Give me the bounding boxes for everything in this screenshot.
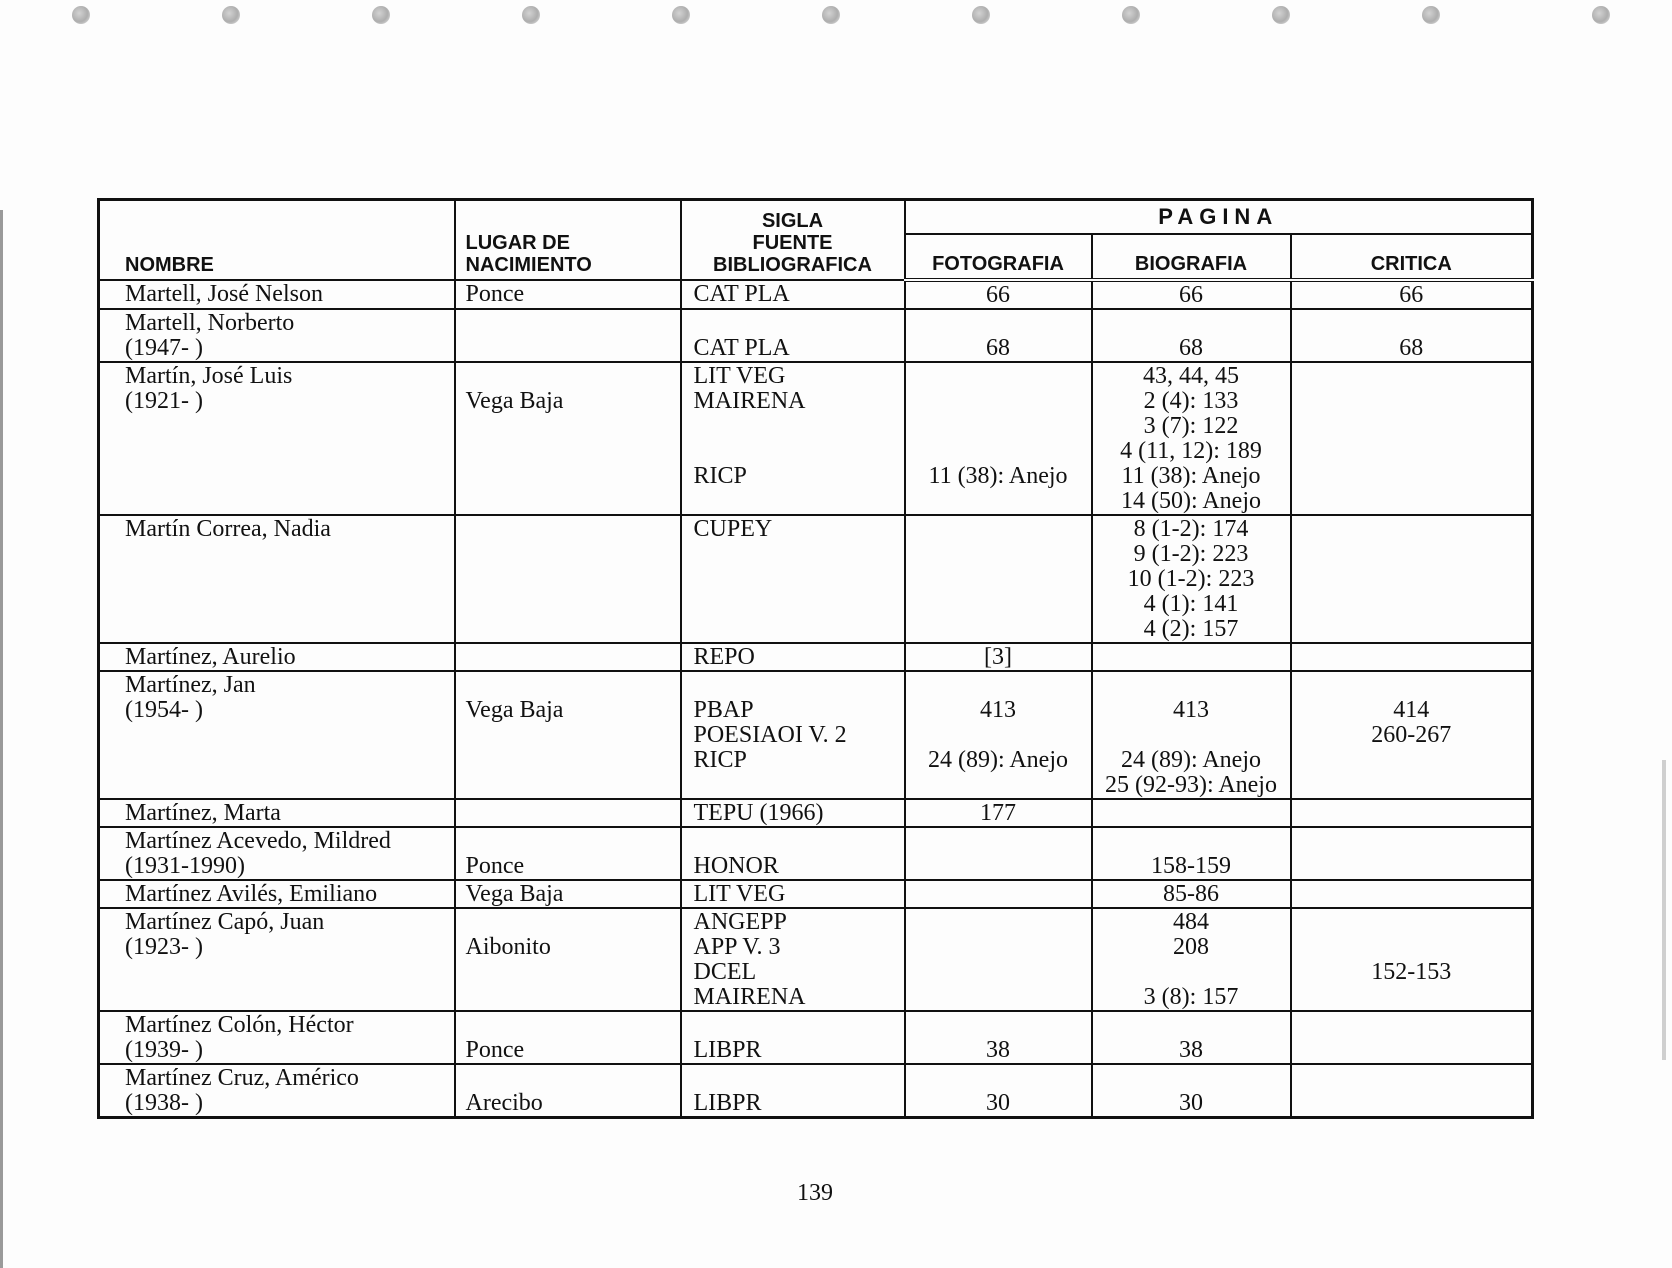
cell-critica <box>1291 362 1533 515</box>
binder-hole <box>72 6 90 24</box>
binder-hole <box>1422 6 1440 24</box>
cell-nombre: Martín Correa, Nadia <box>99 515 455 643</box>
cell-fotografia <box>905 515 1092 643</box>
cell-biografia: 43, 44, 45 2 (4): 133 3 (7): 122 4 (11, 12): 189 11 (38): Anejo 14 (50): Anejo <box>1092 362 1291 515</box>
table-row <box>99 515 1533 643</box>
cell-fotografia <box>905 880 1092 908</box>
cell-biografia: 30 <box>1092 1064 1291 1118</box>
cell-sigla: LIT VEG MAIRENA RICP <box>681 362 905 515</box>
page-edge <box>0 210 3 1268</box>
cell-lugar: Ponce <box>455 280 681 309</box>
cell-critica: 66 <box>1291 280 1533 309</box>
cell-lugar: Ponce <box>455 1011 681 1064</box>
table-row <box>99 362 1533 515</box>
cell-nombre: Martínez, Jan (1954- ) <box>99 671 455 799</box>
cell-lugar: Vega Baja <box>455 671 681 799</box>
header-nombre: NOMBRE <box>99 200 455 280</box>
cell-biografia <box>1092 799 1291 827</box>
table-row <box>99 908 1533 1011</box>
header-pagina: PAGINA <box>905 200 1533 234</box>
cell-critica: 68 <box>1291 309 1533 362</box>
cell-lugar <box>455 309 681 362</box>
cell-sigla: PBAP POESIAOI V. 2 RICP <box>681 671 905 799</box>
cell-critica: 152-153 <box>1291 908 1533 1011</box>
cell-biografia: 38 <box>1092 1011 1291 1064</box>
cell-nombre: Martínez, Aurelio <box>99 643 455 671</box>
cell-critica <box>1291 643 1533 671</box>
cell-critica <box>1291 827 1533 880</box>
cell-biografia: 8 (1-2): 174 9 (1-2): 223 10 (1-2): 223 4 (1): 141 4 (2): 157 <box>1092 515 1291 643</box>
cell-lugar <box>455 515 681 643</box>
cell-fotografia: 30 <box>905 1064 1092 1118</box>
header-fotografia: FOTOGRAFIA <box>905 234 1092 280</box>
cell-lugar: Vega Baja <box>455 362 681 515</box>
cell-critica <box>1291 799 1533 827</box>
cell-sigla: LIT VEG <box>681 880 905 908</box>
cell-fotografia <box>905 908 1092 1011</box>
table-row <box>99 671 1533 799</box>
binder-hole <box>972 6 990 24</box>
cell-fotografia: 413 24 (89): Anejo <box>905 671 1092 799</box>
binder-hole <box>372 6 390 24</box>
cell-sigla: LIBPR <box>681 1011 905 1064</box>
cell-biografia: 68 <box>1092 309 1291 362</box>
binder-hole <box>1272 6 1290 24</box>
cell-fotografia: [3] <box>905 643 1092 671</box>
cell-fotografia: 177 <box>905 799 1092 827</box>
binder-holes <box>0 0 1672 40</box>
bibliography-table <box>97 198 1534 1119</box>
table-row <box>99 643 1533 671</box>
cell-sigla: CAT PLA <box>681 309 905 362</box>
cell-fotografia <box>905 827 1092 880</box>
table-row <box>99 309 1533 362</box>
table-row <box>99 880 1533 908</box>
cell-lugar <box>455 799 681 827</box>
binder-hole <box>1592 6 1610 24</box>
cell-sigla: CUPEY <box>681 515 905 643</box>
binder-hole <box>222 6 240 24</box>
cell-nombre: Martínez Avilés, Emiliano <box>99 880 455 908</box>
cell-nombre: Martínez Cruz, Américo (1938- ) <box>99 1064 455 1118</box>
table-row <box>99 1064 1533 1118</box>
cell-critica <box>1291 515 1533 643</box>
cell-nombre: Martín, José Luis (1921- ) <box>99 362 455 515</box>
cell-sigla: CAT PLA <box>681 280 905 309</box>
header-critica: CRITICA <box>1291 234 1533 280</box>
cell-fotografia: 66 <box>905 280 1092 309</box>
table-row <box>99 1011 1533 1064</box>
cell-biografia <box>1092 643 1291 671</box>
cell-sigla: TEPU (1966) <box>681 799 905 827</box>
cell-nombre: Martell, Norberto (1947- ) <box>99 309 455 362</box>
table-row <box>99 799 1533 827</box>
header-sigla: SIGLA FUENTE BIBLIOGRAFICA <box>681 200 905 280</box>
cell-lugar: Ponce <box>455 827 681 880</box>
cell-lugar: Arecibo <box>455 1064 681 1118</box>
table-row <box>99 280 1533 309</box>
cell-nombre: Martínez Capó, Juan (1923- ) <box>99 908 455 1011</box>
cell-critica <box>1291 1011 1533 1064</box>
cell-biografia: 484 208 3 (8): 157 <box>1092 908 1291 1011</box>
cell-nombre: Martínez Acevedo, Mildred (1931-1990) <box>99 827 455 880</box>
table-row <box>99 827 1533 880</box>
cell-biografia: 85-86 <box>1092 880 1291 908</box>
cell-nombre: Martínez, Marta <box>99 799 455 827</box>
cell-lugar: Vega Baja <box>455 880 681 908</box>
page-number: 139 <box>797 1180 833 1206</box>
cell-nombre: Martell, José Nelson <box>99 280 455 309</box>
cell-biografia: 413 24 (89): Anejo 25 (92-93): Anejo <box>1092 671 1291 799</box>
cell-critica <box>1291 1064 1533 1118</box>
binder-hole <box>672 6 690 24</box>
cell-biografia: 158-159 <box>1092 827 1291 880</box>
header-biografia: BIOGRAFIA <box>1092 234 1291 280</box>
cell-critica: 414 260-267 <box>1291 671 1533 799</box>
cell-biografia: 66 <box>1092 280 1291 309</box>
cell-sigla: LIBPR <box>681 1064 905 1118</box>
cell-sigla: REPO <box>681 643 905 671</box>
cell-sigla: ANGEPP APP V. 3 DCEL MAIRENA <box>681 908 905 1011</box>
cell-nombre: Martínez Colón, Héctor (1939- ) <box>99 1011 455 1064</box>
binder-hole <box>1122 6 1140 24</box>
cell-fotografia: 68 <box>905 309 1092 362</box>
binder-hole <box>522 6 540 24</box>
cell-sigla: HONOR <box>681 827 905 880</box>
cell-fotografia: 38 <box>905 1011 1092 1064</box>
cell-critica <box>1291 880 1533 908</box>
page-edge <box>1662 760 1666 1060</box>
cell-fotografia: 11 (38): Anejo <box>905 362 1092 515</box>
header-lugar: LUGAR DE NACIMIENTO <box>455 200 681 280</box>
cell-lugar: Aibonito <box>455 908 681 1011</box>
cell-lugar <box>455 643 681 671</box>
binder-hole <box>822 6 840 24</box>
